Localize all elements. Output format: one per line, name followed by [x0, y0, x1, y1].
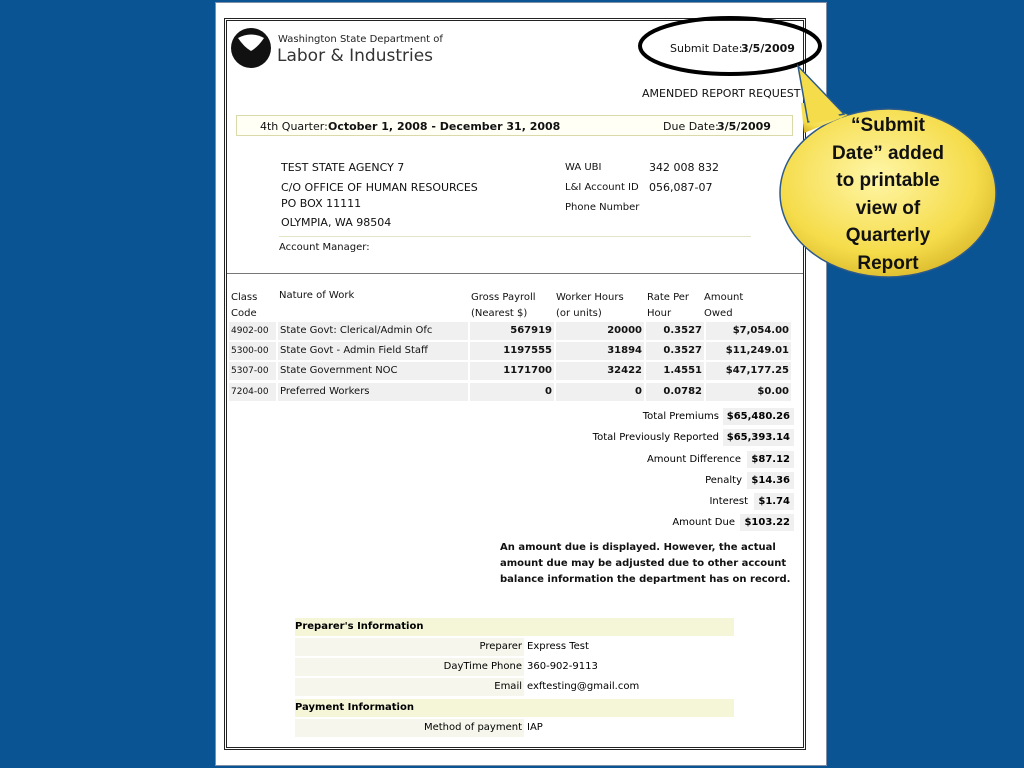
payment-heading: Payment Information [295, 699, 734, 717]
col-hours-header: Worker Hours (or units) [556, 292, 624, 319]
row-hours: 32422 [556, 362, 644, 380]
amount-due-label: Amount Due [672, 517, 735, 528]
account-name: TEST STATE AGENCY 7 [281, 161, 405, 174]
row-hours: 0 [556, 383, 644, 401]
col-owed-header: Amount Owed [704, 292, 744, 319]
row-rate: 1.4551 [646, 362, 704, 380]
interest-label: Interest [709, 496, 748, 507]
ubi-value: 342 008 832 [649, 161, 719, 174]
account-divider [279, 236, 751, 237]
phone-label: Phone Number [565, 202, 640, 213]
row-class-code: 5300-00 [229, 342, 276, 360]
amount-difference-value: $87.12 [747, 451, 794, 468]
col-class-header: Class Code [231, 292, 258, 319]
org-line2: Labor & Industries [277, 46, 434, 66]
section-divider [227, 273, 803, 274]
account-addr2: PO BOX 11111 [281, 197, 362, 210]
interest-value: $1.74 [754, 493, 794, 510]
row-owed: $7,054.00 [706, 322, 791, 340]
submit-date-value: 3/5/2009 [741, 42, 795, 55]
row-gross: 0 [470, 383, 554, 401]
row-rate: 0.3527 [646, 342, 704, 360]
total-premiums-label: Total Premiums [642, 411, 719, 422]
amount-due-note: An amount due is displayed. However, the actual amount due may be adjusted due to other account balance information the department has on record. [500, 542, 791, 585]
account-manager-label: Account Manager: [279, 242, 370, 253]
penalty-label: Penalty [705, 475, 742, 486]
amount-due-value: $103.22 [740, 514, 794, 531]
row-gross: 1197555 [470, 342, 554, 360]
row-rate: 0.0782 [646, 383, 704, 401]
row-owed: $47,177.25 [706, 362, 791, 380]
penalty-value: $14.36 [747, 472, 794, 489]
email-row [295, 678, 734, 696]
daytime-phone-label: DayTime Phone [443, 661, 522, 672]
daytime-phone-value: 360-902-9113 [524, 658, 734, 676]
ubi-label: WA UBI [565, 162, 602, 173]
row-owed: $0.00 [706, 383, 791, 401]
total-premiums-value: $65,480.26 [723, 408, 794, 425]
account-id-label: L&I Account ID [565, 182, 639, 193]
row-class-code: 5307-00 [229, 362, 276, 380]
row-nature: Preferred Workers [278, 383, 468, 401]
due-date-label: Due Date: [663, 120, 719, 133]
row-nature: State Govt - Admin Field Staff [278, 342, 468, 360]
due-date-value: 3/5/2009 [717, 120, 771, 133]
col-nature-header: Nature of Work [279, 290, 355, 301]
email-value: exftesting@gmail.com [524, 678, 734, 696]
row-rate: 0.3527 [646, 322, 704, 340]
preparer-heading: Preparer's Information [295, 618, 734, 636]
account-addr3: OLYMPIA, WA 98504 [281, 216, 392, 229]
row-nature: State Govt: Clerical/Admin Ofc [278, 322, 468, 340]
previously-reported-value: $65,393.14 [723, 429, 794, 446]
row-gross: 567919 [470, 322, 554, 340]
quarter-range: October 1, 2008 - December 31, 2008 [328, 120, 561, 133]
amount-difference-label: Amount Difference [646, 454, 741, 465]
row-class-code: 7204-00 [229, 383, 276, 401]
row-class-code: 4902-00 [229, 322, 276, 340]
row-nature: State Government NOC [278, 362, 468, 380]
org-line1: Washington State Department of [278, 34, 443, 45]
payment-method-label: Method of payment [423, 722, 522, 733]
payment-method-row [295, 719, 734, 737]
callout-text: “Submit Date” added to printable view of Quarterly Report [832, 115, 944, 274]
payment-method-value: IAP [524, 719, 734, 737]
row-hours: 31894 [556, 342, 644, 360]
col-rate-header: Rate Per Hour [647, 292, 690, 319]
quarter-label: 4th Quarter: [260, 120, 328, 133]
preparer-label: Preparer [479, 641, 522, 652]
lni-logo-icon [230, 27, 274, 69]
report-title: AMENDED REPORT REQUEST [642, 87, 801, 100]
row-gross: 1171700 [470, 362, 554, 380]
col-gross-header: Gross Payroll (Nearest $) [471, 292, 536, 319]
row-hours: 20000 [556, 322, 644, 340]
row-owed: $11,249.01 [706, 342, 791, 360]
preparer-row [295, 638, 734, 656]
submit-date-label: Submit Date: [670, 42, 743, 55]
preparer-value: Express Test [524, 638, 734, 656]
account-addr1: C/O OFFICE OF HUMAN RESOURCES [281, 181, 478, 194]
previously-reported-label: Total Previously Reported [592, 432, 719, 443]
account-id-value: 056,087-07 [649, 181, 713, 194]
email-label: Email [494, 681, 522, 692]
phone-row [295, 658, 734, 676]
